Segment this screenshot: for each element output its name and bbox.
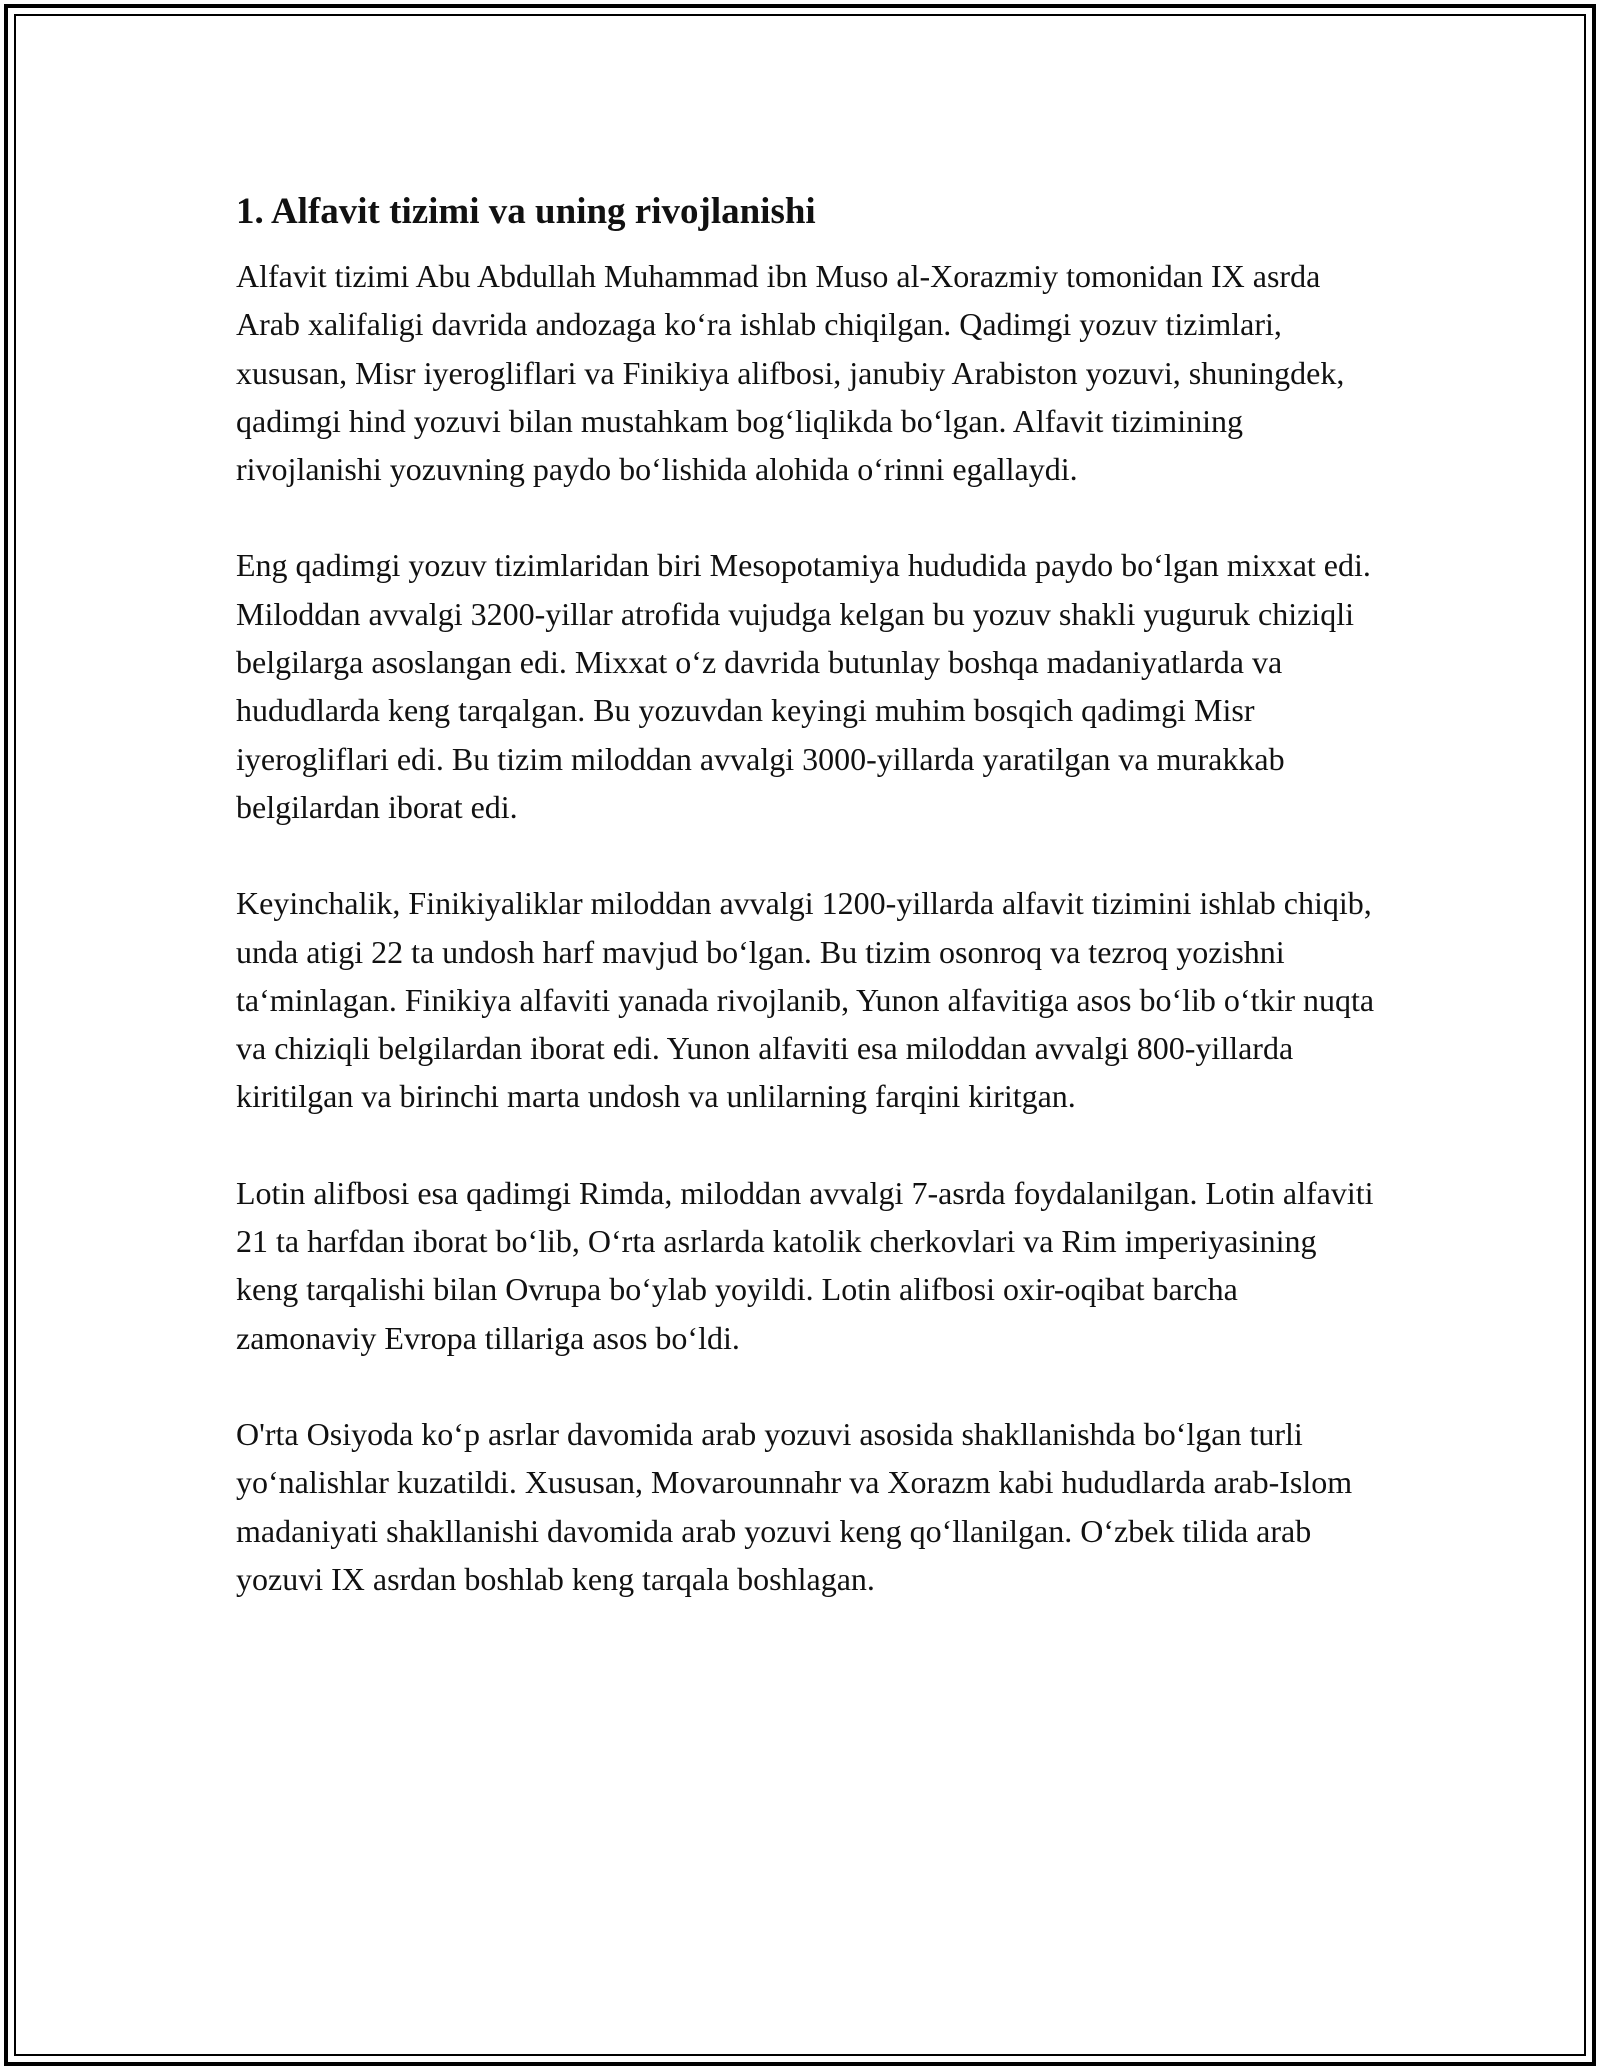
document-body <box>236 186 1376 1651</box>
paragraph-5: O'rta Osiyoda ko‘p asrlar davomida arab yozuvi asosida shakllanishda bo‘lgan turli yo‘nalishlar kuzatildi. Xususan, Movarounnahr va Xorazm kabi hududlarda arab-Islom madaniyati shakllanishi davomida arab yozuvi keng qo‘llanilgan. O‘zbek tilida arab yozuvi IX asrdan boshlab keng tarqala boshlagan. <box>236 1415 1353 1597</box>
paragraph-2: Eng qadimgi yozuv tizimlaridan biri Mesopotamiya hududida paydo bo‘lgan mixxat edi. Miloddan avvalgi 3200-yillar atrofida vujudga kelgan bu yozuv shakli yuguruk chiziqli belgilarga asoslangan edi. Mixxat o‘z davrida butunlay boshqa madaniyatlarda va hududlarda keng tarqalgan. Bu yozuvdan keyingi muhim bosqich qadimgi Misr iyerogliflari edi. Bu tizim miloddan avvalgi 3000-yillarda yaratilgan va murakkab belgilardan iborat edi. <box>236 547 1371 825</box>
paragraph-4: Lotin alifbosi esa qadimgi Rimda, miloddan avvalgi 7-asrda foydalanilgan. Lotin alfaviti 21 ta harfdan iborat bo‘lib, O‘rta asrlarda katolik cherkovlari va Rim imperiyasining keng tarqalishi bilan Ovrupa bo‘ylab yoyildi. Lotin alifbosi oxir-oqibat barcha zamonaviy Evropa tillariga asos bo‘ldi. <box>236 1174 1374 1356</box>
section-heading: 1. Alfavit tizimi va uning rivojlanishi <box>236 191 816 232</box>
paragraph-3: Keyinchalik, Finikiyaliklar miloddan avvalgi 1200-yillarda alfavit tizimini ishlab chiqib, unda atigi 22 ta undosh harf mavjud bo‘lgan. Bu tizim osonroq va tezroq yozishni ta‘minlagan. Finikiya alfaviti yanada rivojlanib, Yunon alfavitiga asos bo‘lib o‘tkir nuqta va chiziqli belgilardan iborat edi. Yunon alfaviti esa miloddan avvalgi 800-yillarda kiritilgan va birinchi marta undosh va unlilarning farqini kiritgan. <box>236 885 1375 1115</box>
paragraph-1: Alfavit tizimi Abu Abdullah Muhammad ibn Muso al-Xorazmiy tomonidan IX asrda Arab xalifaligi davrida andozaga ko‘ra ishlab chiqilgan. Qadimgi yozuv tizimlari, xususan, Misr iyerogliflari va Finikiya alifbosi, janubiy Arabiston yozuvi, shuningdek, qadimgi hind yozuvi bilan mustahkam bog‘liqlikda bo‘lgan. Alfavit tizimining rivojlanishi yozuvning paydo bo‘lishida alohida o‘rinni egallaydi. <box>236 258 1345 488</box>
